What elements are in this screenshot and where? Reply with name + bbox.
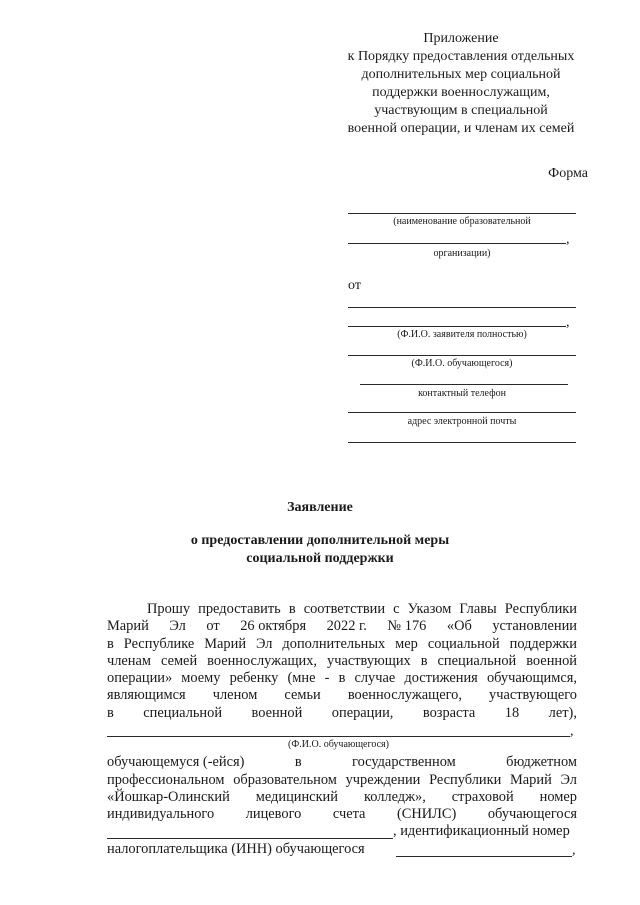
phone-line[interactable] [360,384,568,385]
document-title: Заявление [287,500,353,515]
from-label: от [348,278,361,293]
appendix-line: дополнительных мер социальной [361,67,561,82]
body-line: являющимся членом семьи военнослужащего, участвующего [107,687,577,703]
body-line: операции» моему ребенку (мне - в случае достижения обучающимся, [107,670,577,686]
body-line: налогоплательщика (ИНН) обучающегося [107,841,365,857]
body-line: Прошу предоставить в соответствии с Указом Главы Республики [147,601,577,617]
org-name-line-1[interactable] [348,213,576,214]
applicant-line-2[interactable] [348,326,566,327]
form-label: Форма [548,166,588,181]
comma: , [566,315,570,330]
comma: , [566,232,570,247]
email-input-line[interactable] [348,442,576,443]
body-line: в Республике Марий Эл дополнительных мер социальной поддержки [107,636,577,652]
snils-input-line[interactable] [107,838,393,839]
student-caption-body: (Ф.И.О. обучающегося) [288,739,389,750]
comma: , [572,843,576,858]
appendix-line: участвующим в специальной [374,103,548,118]
student-name-line[interactable] [348,355,576,356]
org-name-line-2[interactable] [348,243,566,244]
email-line[interactable] [348,412,576,413]
appendix-header [330,30,592,138]
phone-caption: контактный телефон [418,388,506,399]
appendix-line: военной операции, и членам их семей [347,121,575,136]
document-subtitle-1: о предоставлении дополнительной меры [190,533,450,548]
inn-input-line[interactable] [396,856,572,857]
body-line: индивидуального лицевого счета (СНИЛС) обучающегося [107,806,577,822]
body-line: обучающемуся (-ейся) в государственном бюджетном [107,754,577,770]
org-name-caption-1: (наименование образовательной [393,216,531,227]
student-name-body-line[interactable] [107,736,570,737]
appendix-line: к Порядку предоставления отдельных [347,49,575,64]
body-line: профессиональном образовательном учреждении Республики Марий Эл [107,772,577,788]
body-line: в специальной военной операции, возраста 18 лет), [107,705,577,721]
body-line: , идентификационный номер [393,823,570,839]
applicant-line-1[interactable] [348,307,576,308]
org-name-caption-2: организации) [433,248,491,259]
comma: , [570,724,574,739]
student-caption: (Ф.И.О. обучающегося) [411,358,513,369]
body-line: Марий Эл от 26 октября 2022 г. № 176 «Об установлении [107,618,577,634]
appendix-line: поддержки военнослужащим, [372,85,550,100]
body-line: «Йошкар-Олинский медицинский колледж», страховой номер [107,789,577,805]
body-line: членам семей военнослужащих, участвующих в специальной военной [107,653,577,669]
appendix-line: Приложение [423,31,499,46]
email-caption: адрес электронной почты [407,416,517,427]
applicant-caption: (Ф.И.О. заявителя полностью) [397,329,527,340]
document-subtitle-2: социальной поддержки [246,551,394,566]
